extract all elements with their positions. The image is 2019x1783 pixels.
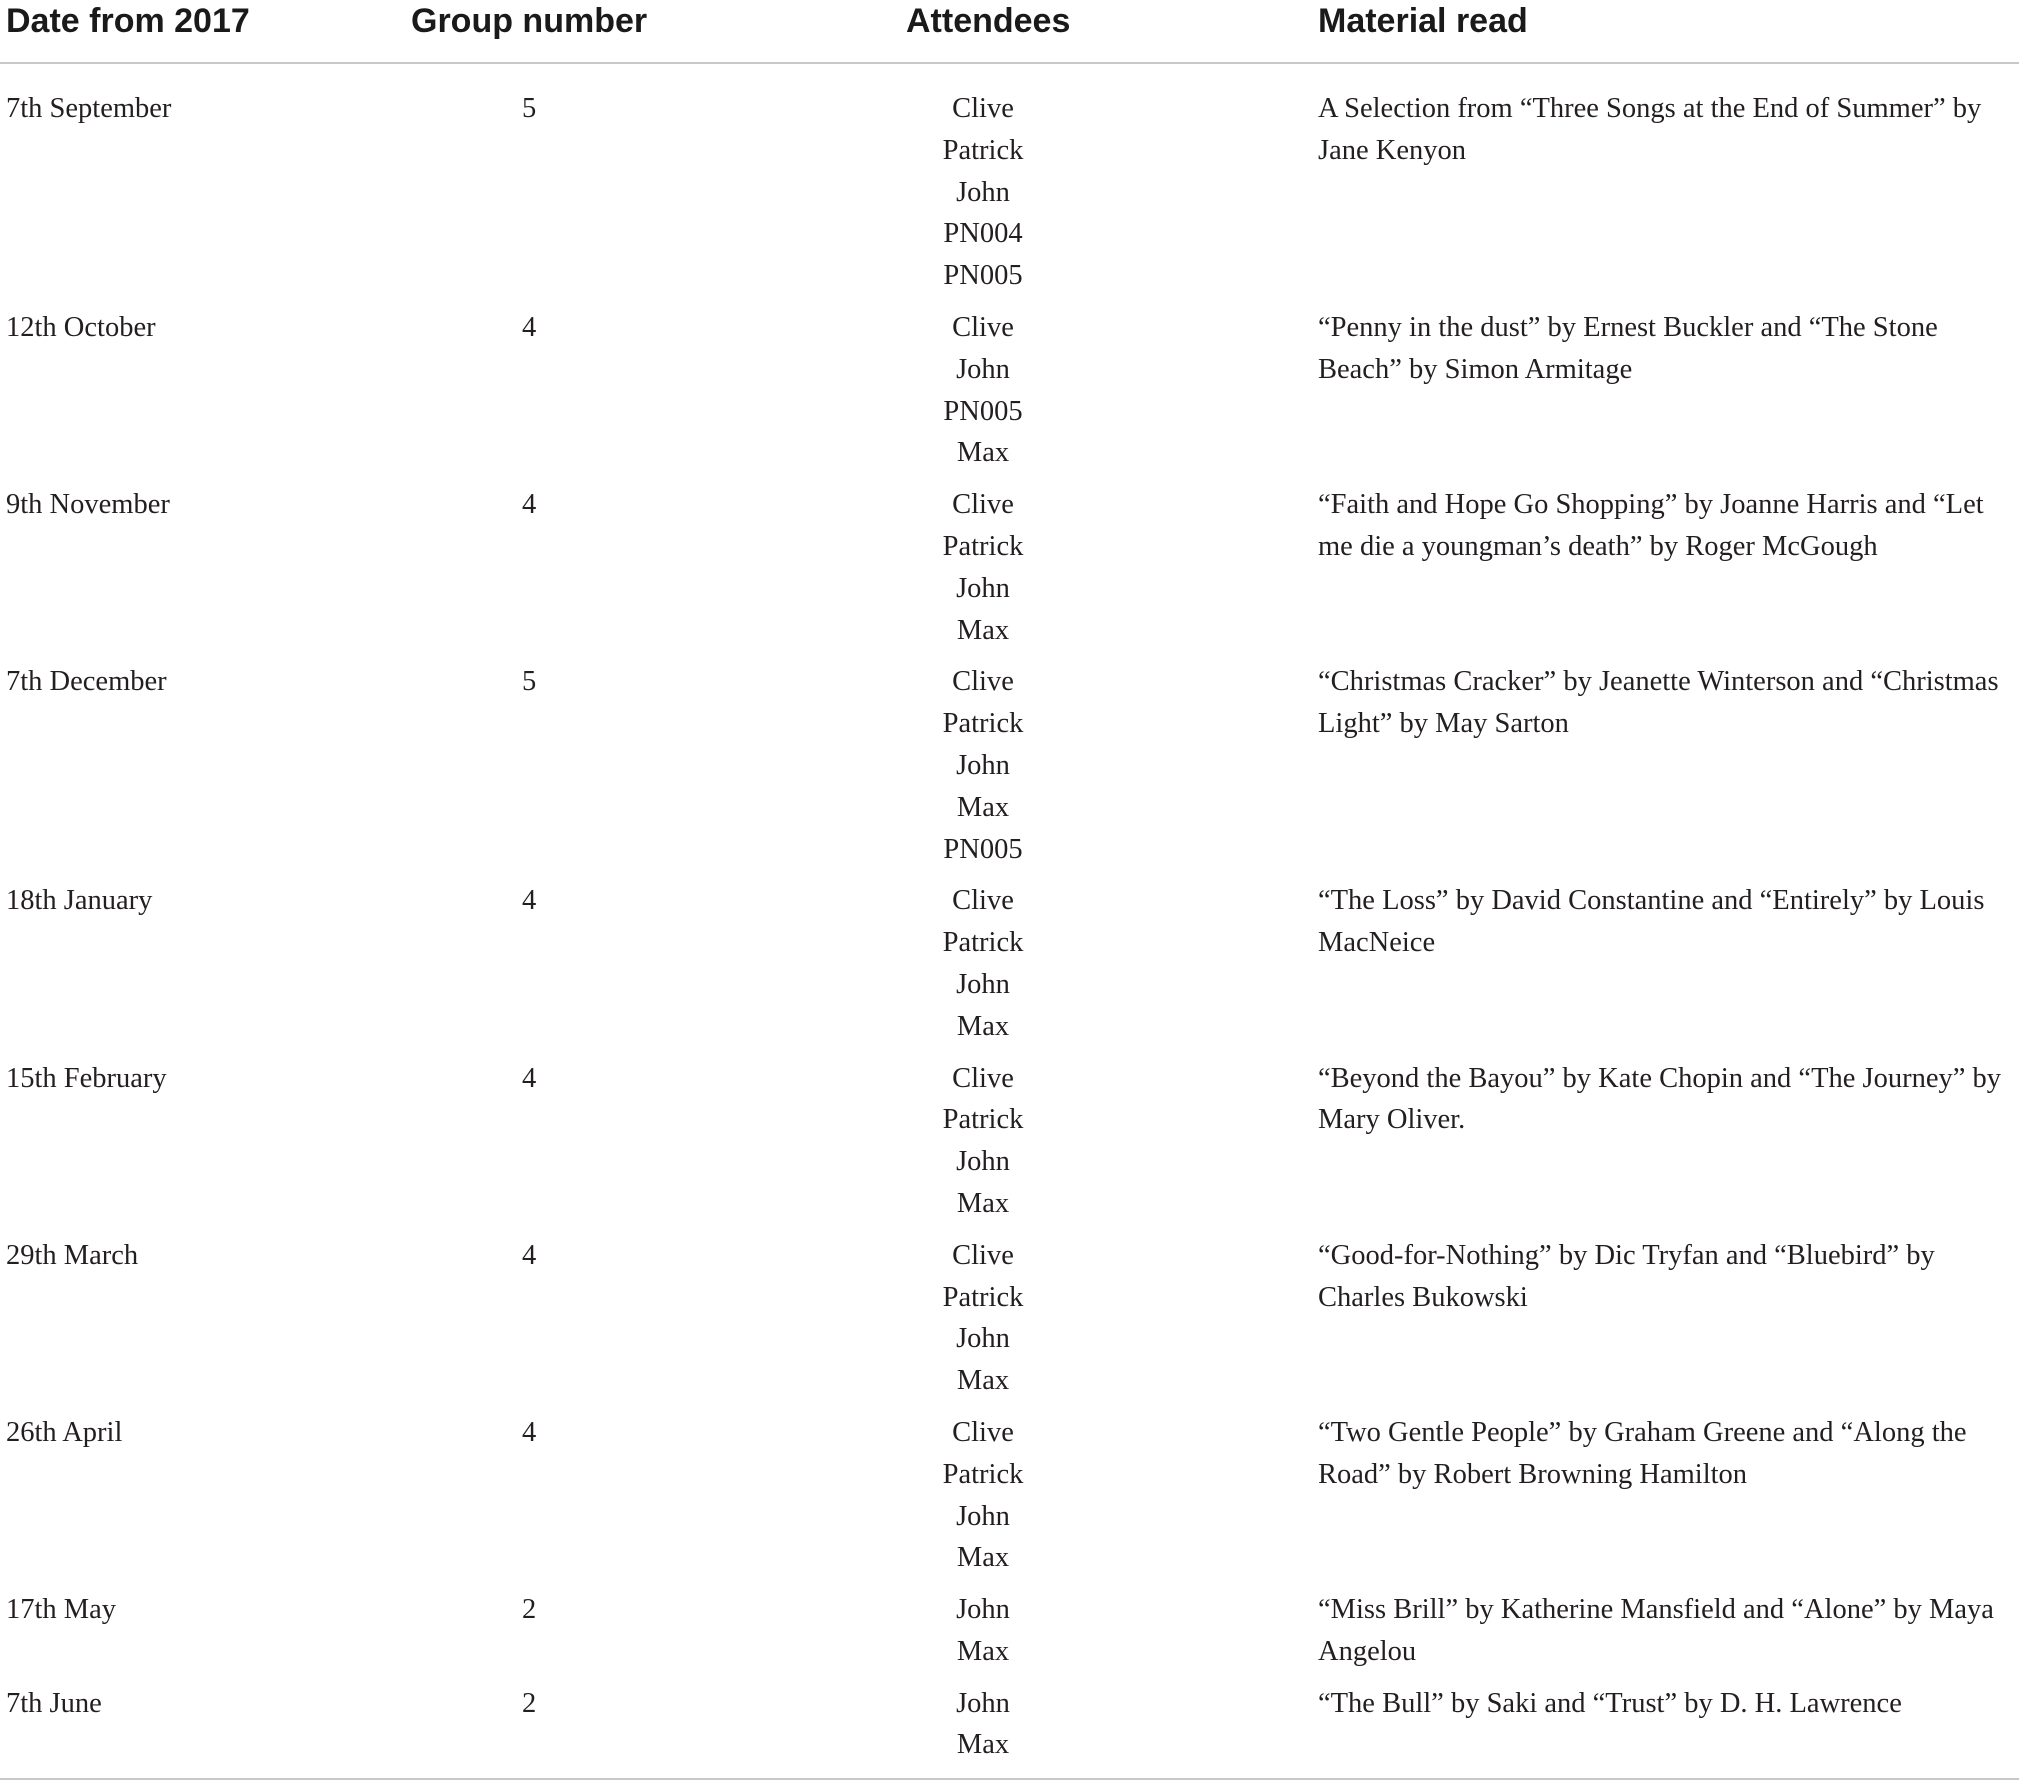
attendee-name: Max — [956, 1010, 1010, 1042]
attendee-name: Patrick — [942, 530, 1024, 562]
group-number-cell: 4 — [522, 1239, 537, 1271]
date-cell: 15th February — [6, 1062, 167, 1094]
attendees-cell — [883, 1058, 1083, 1225]
date-cell: 7th December — [6, 666, 167, 698]
material-read-cell: “Miss Brill” by Katherine Mansfield and “Alone” by Maya Angelou — [1318, 1594, 1994, 1667]
group-number-cell: 4 — [522, 885, 537, 917]
attendees-cell — [883, 1589, 1083, 1673]
material-read-cell: “Two Gentle People” by Graham Greene and “Along the Road” by Robert Browning Hamilton — [1318, 1416, 1967, 1490]
attendee-name: Clive — [952, 93, 1014, 124]
attendee-name: John — [956, 176, 1010, 208]
table-row — [0, 1058, 2019, 1235]
group-number-cell: 4 — [522, 1062, 537, 1094]
attendee-name: Max — [956, 1729, 1010, 1761]
table-row — [0, 1412, 2019, 1589]
attendee-name: Clive — [952, 885, 1014, 917]
attendee-name: John — [956, 1500, 1010, 1532]
group-number-cell: 5 — [522, 666, 537, 698]
header-date: Date from 2017 — [6, 2, 250, 40]
material-read-cell: “Good-for-Nothing” by Dic Tryfan and “Bluebird” by Charles Bukowski — [1318, 1239, 1935, 1313]
group-number-cell: 4 — [522, 489, 537, 521]
attendees-cell — [883, 307, 1083, 474]
attendee-name: Max — [956, 1365, 1010, 1397]
table-row — [0, 484, 2019, 661]
table-row — [0, 1589, 2019, 1683]
date-cell: 7th June — [6, 1687, 102, 1719]
attendee-name: Max — [956, 614, 1010, 646]
date-cell: 26th April — [6, 1416, 123, 1448]
attendees-cell — [883, 484, 1083, 651]
header-material-read: Material read — [1318, 2, 1528, 40]
group-number-cell: 2 — [522, 1594, 537, 1626]
attendee-name: John — [956, 968, 1010, 1000]
table-row — [0, 88, 2019, 307]
attendee-name: Clive — [952, 489, 1014, 521]
attendees-cell — [883, 1412, 1083, 1579]
material-read-cell: A Selection from “Three Songs at the End of Summer” by Jane Kenyon — [1318, 93, 1982, 166]
date-cell: 17th May — [6, 1594, 117, 1626]
header-attendees: Attendees — [906, 2, 1071, 40]
attendee-name: Clive — [952, 1416, 1014, 1448]
attendee-name: John — [956, 572, 1010, 604]
attendee-name: Patrick — [942, 134, 1024, 166]
table-row — [0, 661, 2019, 880]
date-cell: 7th September — [6, 93, 172, 124]
attendee-name: Patrick — [942, 1104, 1024, 1136]
attendee-name: Patrick — [942, 1281, 1024, 1313]
attendee-name: PN005 — [943, 260, 1023, 292]
material-read-cell: “Christmas Cracker” by Jeanette Winterson and “Christmas Light” by May Sarton — [1318, 666, 1999, 740]
table-row — [0, 880, 2019, 1057]
material-read-cell: “Faith and Hope Go Shopping” by Joanne Harris and “Let me die a youngman’s death” by Roger McGough — [1318, 489, 1984, 562]
group-number-cell: 2 — [522, 1687, 537, 1719]
attendees-cell — [883, 88, 1083, 297]
attendee-name: Clive — [952, 666, 1014, 698]
attendee-name: Clive — [952, 311, 1014, 343]
table-row — [0, 1683, 2019, 1777]
material-read-cell: “The Loss” by David Constantine and “Entirely” by Louis MacNeice — [1318, 885, 1985, 959]
attendees-cell — [883, 1235, 1083, 1402]
attendee-name: Max — [956, 437, 1010, 469]
group-number-cell: 5 — [522, 93, 537, 124]
attendee-name: Clive — [952, 1062, 1014, 1094]
attendee-name: John — [956, 749, 1010, 781]
table-body — [0, 64, 2019, 1776]
date-cell: 29th March — [6, 1239, 139, 1271]
attendee-name: Max — [956, 1542, 1010, 1574]
material-read-cell: “Penny in the dust” by Ernest Buckler and “The Stone Beach” by Simon Armitage — [1318, 311, 1938, 385]
attendee-name: Max — [956, 791, 1010, 823]
attendees-cell — [883, 1683, 1083, 1767]
attendee-name: Clive — [952, 1239, 1014, 1271]
attendee-name: John — [956, 1323, 1010, 1355]
attendee-name: John — [956, 353, 1010, 385]
attendee-name: Max — [956, 1187, 1010, 1219]
table-header-row — [0, 0, 2019, 64]
material-read-cell: “The Bull” by Saki and “Trust” by D. H. Lawrence — [1318, 1687, 1902, 1719]
table-bottom-rule — [0, 1778, 2019, 1780]
table-row — [0, 1235, 2019, 1412]
attendee-name: Patrick — [942, 1458, 1024, 1490]
attendee-name: John — [956, 1687, 1010, 1719]
material-read-cell: “Beyond the Bayou” by Kate Chopin and “The Journey” by Mary Oliver. — [1318, 1062, 2002, 1136]
header-group-number: Group number — [411, 2, 648, 40]
group-number-cell: 4 — [522, 1416, 537, 1448]
attendee-name: John — [956, 1146, 1010, 1178]
attendee-name: PN004 — [943, 218, 1023, 250]
group-number-cell: 4 — [522, 311, 537, 343]
attendee-name: John — [956, 1594, 1010, 1626]
date-cell: 9th November — [6, 489, 170, 521]
attendee-name: PN005 — [943, 395, 1023, 427]
attendee-name: PN005 — [943, 833, 1023, 865]
date-cell: 12th October — [6, 311, 156, 343]
attendees-cell — [883, 880, 1083, 1047]
attendee-name: Patrick — [942, 927, 1024, 959]
attendee-name: Patrick — [942, 708, 1024, 740]
table-row — [0, 307, 2019, 484]
date-cell: 18th January — [6, 885, 153, 917]
attendee-name: Max — [956, 1635, 1010, 1667]
attendees-cell — [883, 661, 1083, 870]
